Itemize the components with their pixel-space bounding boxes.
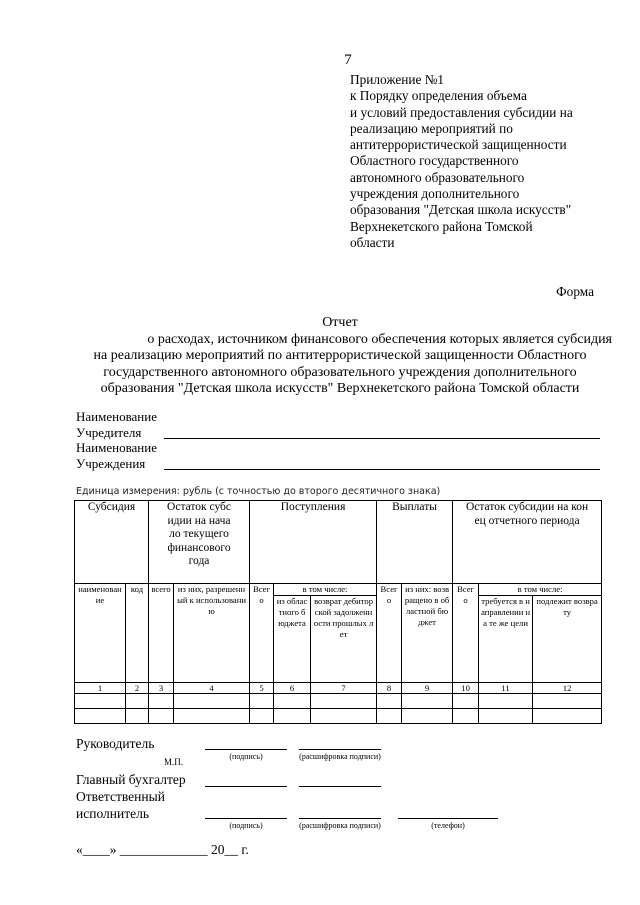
table-cell[interactable] xyxy=(311,709,377,724)
executor-decoding-line[interactable] xyxy=(299,818,381,819)
table-cell[interactable] xyxy=(533,694,602,709)
decoding-caption: (расшифровка подписи) xyxy=(299,821,381,830)
subheader-from-budget: из областного бюджета xyxy=(274,596,311,683)
column-number: 10 xyxy=(453,683,479,694)
column-number: 3 xyxy=(149,683,174,694)
report-title-block xyxy=(60,315,620,398)
subheader-total: Всего xyxy=(453,584,479,683)
head-label: Руководитель xyxy=(76,736,155,751)
stamp-label: М.П. xyxy=(164,757,184,767)
executor-signature-line[interactable] xyxy=(205,818,287,819)
subheader-total: Всего xyxy=(377,584,402,683)
subheader-total: всего xyxy=(149,584,174,683)
table-cell[interactable] xyxy=(174,709,250,724)
subheader-name: наименование xyxy=(75,584,126,683)
column-number: 12 xyxy=(533,683,602,694)
table-cell[interactable] xyxy=(274,709,311,724)
table-cell[interactable] xyxy=(75,694,126,709)
subheader-code: код xyxy=(126,584,149,683)
signature-caption: (подпись) xyxy=(229,752,263,761)
column-number: 8 xyxy=(377,683,402,694)
founder-field-line[interactable] xyxy=(164,438,600,439)
table-cell[interactable] xyxy=(402,709,453,724)
column-numbers-row xyxy=(75,683,602,694)
table-cell[interactable] xyxy=(274,694,311,709)
table-cell[interactable] xyxy=(126,709,149,724)
column-number: 5 xyxy=(250,683,274,694)
head-signature-line[interactable] xyxy=(205,749,287,750)
form-label: Форма xyxy=(556,284,594,299)
table-cell[interactable] xyxy=(377,709,402,724)
appendix-line: Приложение №1 xyxy=(350,72,445,87)
subheader-to-return: подлежит возврату xyxy=(533,596,602,683)
chief-accountant-label: Главный бухгалтер xyxy=(76,772,186,787)
org-fields xyxy=(76,409,157,472)
founder-label: Наименование xyxy=(76,409,157,424)
column-number: 7 xyxy=(311,683,377,694)
subheader-required: требуется в направлении на те же цели xyxy=(479,596,533,683)
table-cell[interactable] xyxy=(453,709,479,724)
table-cell[interactable] xyxy=(402,694,453,709)
report-subtitle-line: образования "Детская школа искусств" Верхнекетского района Томской области xyxy=(100,381,580,396)
appendix-line: Областного государственного xyxy=(350,153,519,169)
header-payments: Выплаты xyxy=(377,501,453,584)
table-cell[interactable] xyxy=(174,694,250,709)
subheader-total: Всего xyxy=(250,584,274,683)
column-number: 6 xyxy=(274,683,311,694)
column-number: 11 xyxy=(479,683,533,694)
table-cell[interactable] xyxy=(250,709,274,724)
executor-phone-line[interactable] xyxy=(398,818,498,819)
appendix-line: автономного образовательного xyxy=(350,169,525,185)
column-number: 2 xyxy=(126,683,149,694)
executor-label: исполнитель xyxy=(76,806,149,821)
table-cell[interactable] xyxy=(126,694,149,709)
head-decoding-line[interactable] xyxy=(299,749,381,750)
signature-caption: (подпись) xyxy=(229,821,263,830)
header-subsidy: Субсидия xyxy=(75,501,149,584)
appendix-line: Верхнекетского района Томской xyxy=(350,218,533,234)
decoding-caption: (расшифровка подписи) xyxy=(299,752,381,761)
date-line[interactable]: «____» _____________ 20__ г. xyxy=(76,842,249,857)
appendix-line: учреждения дополнительного xyxy=(350,186,520,202)
report-subtitle-line: о расходах, источником финансового обеспечения которых является субсидия xyxy=(147,331,612,347)
table-cell[interactable] xyxy=(479,694,533,709)
appendix-line: антитеррористической защищенности xyxy=(350,137,567,153)
institution-label: Наименование xyxy=(76,440,157,456)
table-cell[interactable] xyxy=(479,709,533,724)
appendix-line: реализацию мероприятий по xyxy=(350,120,513,136)
table-row xyxy=(75,709,602,724)
table-cell[interactable] xyxy=(75,709,126,724)
table-cell[interactable] xyxy=(533,709,602,724)
table-cell[interactable] xyxy=(250,694,274,709)
appendix-block xyxy=(350,72,610,251)
accountant-decoding-line[interactable] xyxy=(299,786,381,787)
institution-label: Учреждения xyxy=(76,456,146,472)
subheader-refund-debt: возврат дебиторской задолженности прошлых лет xyxy=(311,596,377,683)
column-number: 9 xyxy=(402,683,453,694)
appendix-line: и условий предоставления субсидии на xyxy=(350,104,573,120)
table-cell[interactable] xyxy=(377,694,402,709)
column-number: 1 xyxy=(75,683,126,694)
table-row xyxy=(75,694,602,709)
unit-note: Единица измерения: рубль (с точностью до второго десятичного знака) xyxy=(76,486,441,497)
subheader-including: в том числе: xyxy=(274,584,377,596)
table-cell[interactable] xyxy=(149,709,174,724)
phone-caption: (телефон) xyxy=(431,821,465,830)
report-subtitle-line: на реализацию мероприятий по антитеррористической защищенности Областного xyxy=(93,348,587,363)
appendix-line: образования "Детская школа искусств" xyxy=(350,202,572,218)
report-subtitle-line: государственного автономного образовательного учреждения дополнительного xyxy=(103,364,577,380)
accountant-signature-line[interactable] xyxy=(205,786,287,787)
report-title: Отчет xyxy=(322,315,358,330)
subheader-including: в том числе: xyxy=(479,584,602,596)
appendix-line: области xyxy=(350,234,395,250)
page-number: 7 xyxy=(344,52,352,68)
table-cell[interactable] xyxy=(149,694,174,709)
column-number: 4 xyxy=(174,683,250,694)
header-balance-end: Остаток субсидии на конец отчетного периода xyxy=(453,501,602,584)
subheader-allowed: из них, разрешенный к использованию xyxy=(174,584,250,683)
header-receipts: Поступления xyxy=(250,501,377,584)
table-cell[interactable] xyxy=(311,694,377,709)
institution-field-line[interactable] xyxy=(164,469,600,470)
header-balance-start: Остаток субсидии на начало текущего финансового года xyxy=(149,501,250,584)
executor-label: Ответственный xyxy=(76,789,165,804)
report-table xyxy=(74,500,602,724)
subheader-refund: из них: возвращено в областной бюджет xyxy=(402,584,453,683)
appendix-line: к Порядку определения объема xyxy=(350,88,527,104)
table-cell[interactable] xyxy=(453,694,479,709)
founder-label: Учредителя xyxy=(76,424,142,440)
